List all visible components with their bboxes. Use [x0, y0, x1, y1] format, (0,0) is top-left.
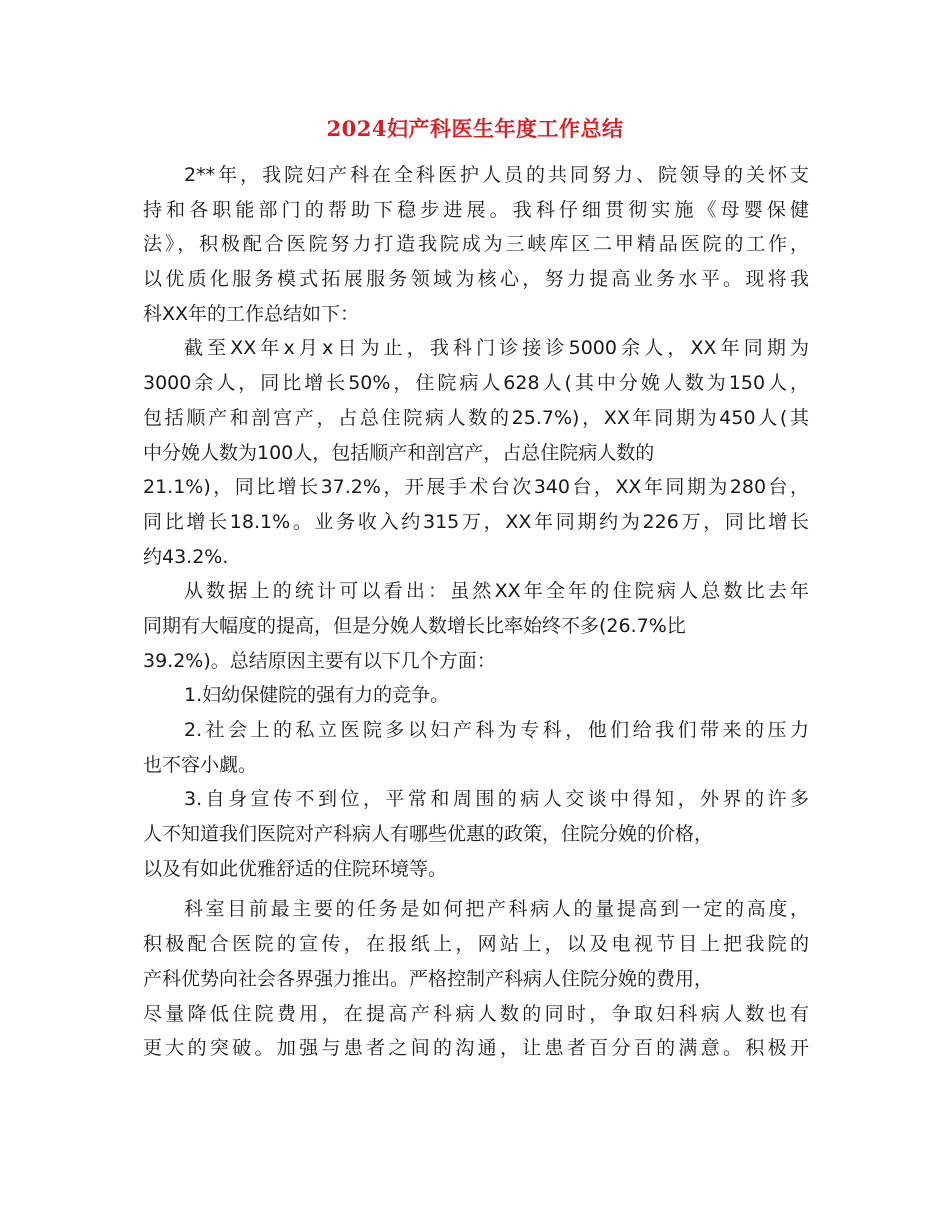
- text-line: 从数据上的统计可以看出：虽然XX年全年的住院病人总数比去年: [184, 580, 809, 603]
- text-line: 21.1%)，同比增长37.2%，开展手术台次340台，XX年同期为280台，: [143, 476, 809, 499]
- list-item: [143, 678, 809, 713]
- paragraph: [143, 892, 809, 1065]
- text-line: 以及有如此优雅舒适的住院环境等。: [143, 857, 448, 880]
- text-line: 尽量降低住院费用，在提高产科病人数的同时，争取妇科病人数也有: [143, 1002, 809, 1025]
- text-line: 科室目前最主要的任务是如何把产科病人的量提高到一定的高度，: [184, 898, 809, 921]
- text-line: 更大的突破。加强与患者之间的沟通，让患者百分百的满意。积极开: [143, 1037, 809, 1060]
- text-line: 科XX年的工作总结如下：: [143, 302, 360, 325]
- list-item: [143, 713, 809, 782]
- paragraph: [143, 574, 809, 678]
- text-line: 1.妇幼保健院的强有力的竞争。: [184, 684, 450, 707]
- text-line: 3000余人，同比增长50%，住院病人628人(其中分娩人数为150人，: [143, 372, 809, 395]
- paragraph: [143, 331, 809, 574]
- text-line: 同期有大幅度的提高，但是分娩人数增长比率始终不多(26.7%比: [143, 614, 686, 637]
- text-line: 39.2%)。总结原因主要有以下几个方面：: [143, 649, 496, 672]
- text-line: 约43.2%.: [143, 545, 229, 568]
- list-item: [143, 782, 809, 886]
- text-line: 也不容小觑。: [143, 753, 258, 776]
- text-line: 同比增长18.1%。业务收入约315万，XX年同期约为226万，同比增长: [143, 510, 809, 533]
- text-line: 包括顺产和剖宫产，占总住院病人数的25.7%)，XX年同期为450人(其: [143, 406, 809, 429]
- text-line: 2**年，我院妇产科在全科医护人员的共同努力、院领导的关怀支: [184, 164, 809, 186]
- document-body: [143, 158, 809, 1066]
- text-line: 人不知道我们医院对产科病人有哪些优惠的政策，住院分娩的价格，: [143, 823, 714, 846]
- text-line: 中分娩人数为100人，包括顺产和剖宫产，占总住院病人数的: [143, 441, 655, 464]
- text-line: 以优质化服务模式拓展服务领域为核心，努力提高业务水平。现将我: [143, 268, 809, 291]
- document-title: 2024妇产科医生年度工作总结: [326, 116, 624, 141]
- text-line: 积极配合医院的宣传，在报纸上，网站上，以及电视节目上把我院的: [143, 933, 809, 956]
- paragraph: [143, 158, 809, 331]
- text-line: 3.自身宣传不到位，平常和周围的病人交谈中得知，外界的许多: [184, 788, 809, 811]
- text-line: 法》，积极配合医院努力打造我院成为三峡库区二甲精品医院的工作，: [143, 233, 809, 256]
- text-line: 2.社会上的私立医院多以妇产科为专科，他们给我们带来的压力: [184, 719, 809, 741]
- text-line: 截至XX年x月x日为止，我科门诊接诊5000余人，XX年同期为: [184, 337, 809, 360]
- text-line: 产科优势向社会各界强力推出。严格控制产科病人住院分娩的费用，: [143, 967, 714, 990]
- text-line: 持和各职能部门的帮助下稳步进展。我科仔细贯彻实施《母婴保健: [143, 198, 809, 221]
